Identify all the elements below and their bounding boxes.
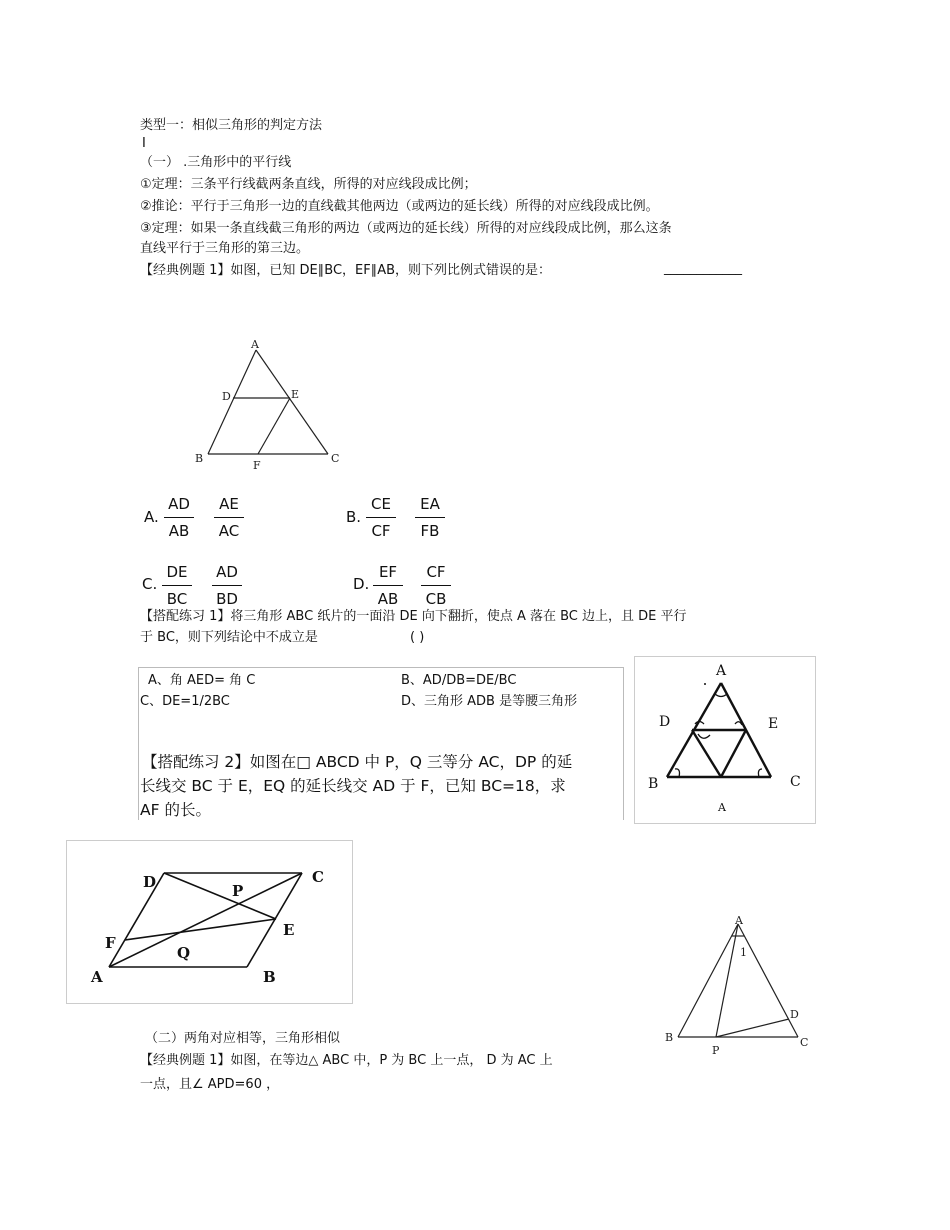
fig1-label-f: F (253, 459, 261, 472)
fig4-label-a: A (735, 914, 743, 927)
option-a-f1-num: AD (168, 495, 190, 513)
fig3-label-f: F (105, 934, 116, 952)
option-c-f2-den: BD (216, 590, 238, 608)
option-c-fraction-1 (162, 562, 192, 609)
fig4-label-c: C (800, 1036, 809, 1049)
fig3-label-e: E (283, 921, 295, 939)
option-d-f2-den: CB (425, 590, 447, 608)
practice-2-line-3: AF 的长。 (140, 801, 211, 819)
practice-2-line-1: 【搭配练习 2】如图在□ ABCD 中 P，Q 三等分 AC，DP 的延 (142, 753, 573, 771)
fig2-label-e: E (768, 716, 779, 732)
example-2-line-2: 一点，且∠ APD=60 ， (140, 1077, 280, 1092)
fig2-label-d: D (659, 714, 671, 730)
figure-equilateral-triangle (658, 912, 818, 1060)
corollary: ②推论：平行于三角形一边的直线截其他两边（或两边的延长线）所得的对应线段成比例。 (140, 199, 659, 214)
option-b-letter: B. (346, 508, 362, 526)
fig1-label-c: C (331, 452, 340, 465)
choice-d: D、三角形 ADB 是等腰三角形 (401, 694, 578, 709)
option-a-f2-num: AE (219, 495, 239, 513)
option-d-letter: D. (353, 575, 370, 593)
subsection-2-title: （二）两角对应相等，三角形相似 (145, 1031, 341, 1046)
fig2-label-b: B (648, 776, 659, 792)
fig2-label-c: C (790, 774, 801, 790)
fig1-label-d: D (222, 390, 231, 403)
example-1: 【经典例题 1】如图，已知 DE∥BC，EF∥AB，则下列比例式错误的是： (140, 263, 552, 278)
fig3-label-d: D (143, 873, 157, 891)
option-a-fraction-2 (214, 494, 244, 541)
option-c-letter: C. (142, 575, 158, 593)
fig3-label-q: Q (177, 944, 191, 962)
figure-triangle-1 (190, 336, 350, 476)
option-d-f2-num: CF (426, 563, 446, 581)
fig4-label-d: D (790, 1008, 799, 1021)
fig1-label-e: E (291, 388, 300, 401)
fig4-label-p: P (712, 1044, 720, 1057)
option-b-f1-num: CE (371, 495, 391, 513)
fig3-label-a: A (91, 968, 103, 986)
option-b-fraction-2 (415, 494, 445, 541)
fig1-label-a: A (251, 338, 259, 351)
option-c-f1-num: DE (166, 563, 188, 581)
roman-mark: Ⅰ (142, 136, 146, 151)
fig3-label-c: C (312, 868, 324, 886)
option-b-fraction-1 (366, 494, 396, 541)
option-a-f1-den: AB (168, 522, 190, 540)
option-a-fraction-1 (164, 494, 194, 541)
option-d-fraction-2 (421, 562, 451, 609)
section-title: 类型一：相似三角形的判定方法 (140, 118, 323, 133)
fig2-label-a: A (716, 663, 727, 679)
practice-1-paren: ( ) (410, 630, 425, 645)
practice-1-line-2: 于 BC，则下列结论中不成立是 (140, 630, 318, 645)
fig3-label-p: P (232, 882, 244, 900)
option-a-letter: A. (144, 508, 159, 526)
figure-folded-triangle (634, 656, 816, 824)
figure-parallelogram (66, 840, 353, 1004)
option-d-fraction-1 (373, 562, 403, 609)
fig3-label-b: B (263, 968, 276, 986)
choices-box (138, 667, 624, 820)
fig4-label-b: B (665, 1031, 674, 1044)
option-c-f2-num: AD (216, 563, 238, 581)
practice-1-line-1: 【搭配练习 1】将三角形 ABC 纸片的一面沿 DE 向下翻折，使点 A 落在 BC 边上，且 DE 平行 (140, 609, 687, 624)
fig4-label-1: 1 (740, 946, 747, 959)
choice-a: A、角 AED= 角 C (148, 673, 256, 688)
option-b-f2-num: EA (420, 495, 440, 513)
fig2-label-a-bottom: A (718, 801, 726, 814)
option-a-f2-den: AC (218, 522, 240, 540)
theorem-2-line-1: ③定理：如果一条直线截三角形的两边（或两边的延长线）所得的对应线段成比例，那么这条 (140, 221, 672, 236)
theorem-2-line-2: 直线平行于三角形的第三边。 (140, 241, 310, 256)
theorem-1: ①定理：三条平行线截两条直线，所得的对应线段成比例； (140, 177, 477, 192)
example-2-line-1: 【经典例题 1】如图，在等边△ ABC 中，P 为 BC 上一点， D 为 AC 上 (140, 1053, 553, 1068)
option-c-f1-den: BC (166, 590, 188, 608)
fig1-label-b: B (195, 452, 204, 465)
option-d-f1-den: AB (377, 590, 399, 608)
choice-b: B、AD/DB=DE/BC (401, 673, 517, 688)
option-d-f1-num: EF (378, 563, 398, 581)
option-b-f2-den: FB (420, 522, 440, 540)
option-c-fraction-2 (212, 562, 242, 609)
answer-blank: ____________ (664, 261, 742, 276)
choice-c: C、DE=1/2BC (140, 694, 230, 709)
subsection-title: （一） .三角形中的平行线 (140, 155, 292, 170)
practice-2-line-2: 长线交 BC 于 E，EQ 的延长线交 AD 于 F，已知 BC=18，求 (140, 777, 566, 795)
option-b-f1-den: CF (371, 522, 391, 540)
